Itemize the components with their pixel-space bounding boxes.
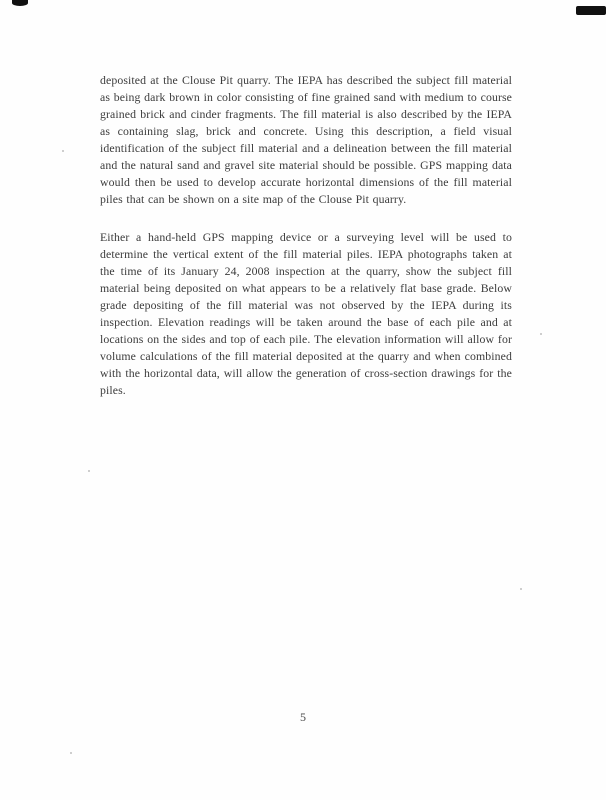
paragraph-gps-elevation-method: Either a hand-held GPS mapping device or a surveying level will be used to determine the vertical extent of the fill material piles. IEPA photographs taken at the time of its January 24, 2008 inspection at the quarry, show the subject fill material being deposited on what appears to be a relatively flat base grade. Below grade depositing of the fill material was not observed by the IEPA during its inspection. Elevation readings will be taken around the base of each pile and at locations on the sides and top of each pile. The elevation information will allow for volume calculations of the fill material deposited at the quarry and when combined with the horizontal data, will allow the generation of cross-section drawings for the piles. bbox=[100, 230, 512, 397]
page-number: 5 bbox=[300, 710, 306, 724]
scan-speck bbox=[70, 752, 72, 754]
scan-artifact-mark bbox=[576, 6, 606, 15]
scan-speck bbox=[540, 333, 542, 335]
scan-artifact-mark bbox=[12, 0, 28, 6]
scan-speck bbox=[62, 150, 64, 152]
paragraph-fill-material-description: deposited at the Clouse Pit quarry. The IEPA has described the subject fill material as being dark brown in color consisting of fine grained sand with medium to course grained brick and cinder fragments. The fill material is also described by the IEPA as containing slag, brick and concrete. Using this description, a field visual identification of the subject fill material and a delineation between the fill material and the natural sand and gravel site material should be possible. GPS mapping data would then be used to develop accurate horizontal dimensions of the fill material piles that can be shown on a site map of the Clouse Pit quarry. bbox=[100, 73, 512, 206]
body-text bbox=[100, 72, 512, 420]
scan-speck bbox=[520, 588, 522, 590]
scan-speck bbox=[88, 470, 90, 472]
